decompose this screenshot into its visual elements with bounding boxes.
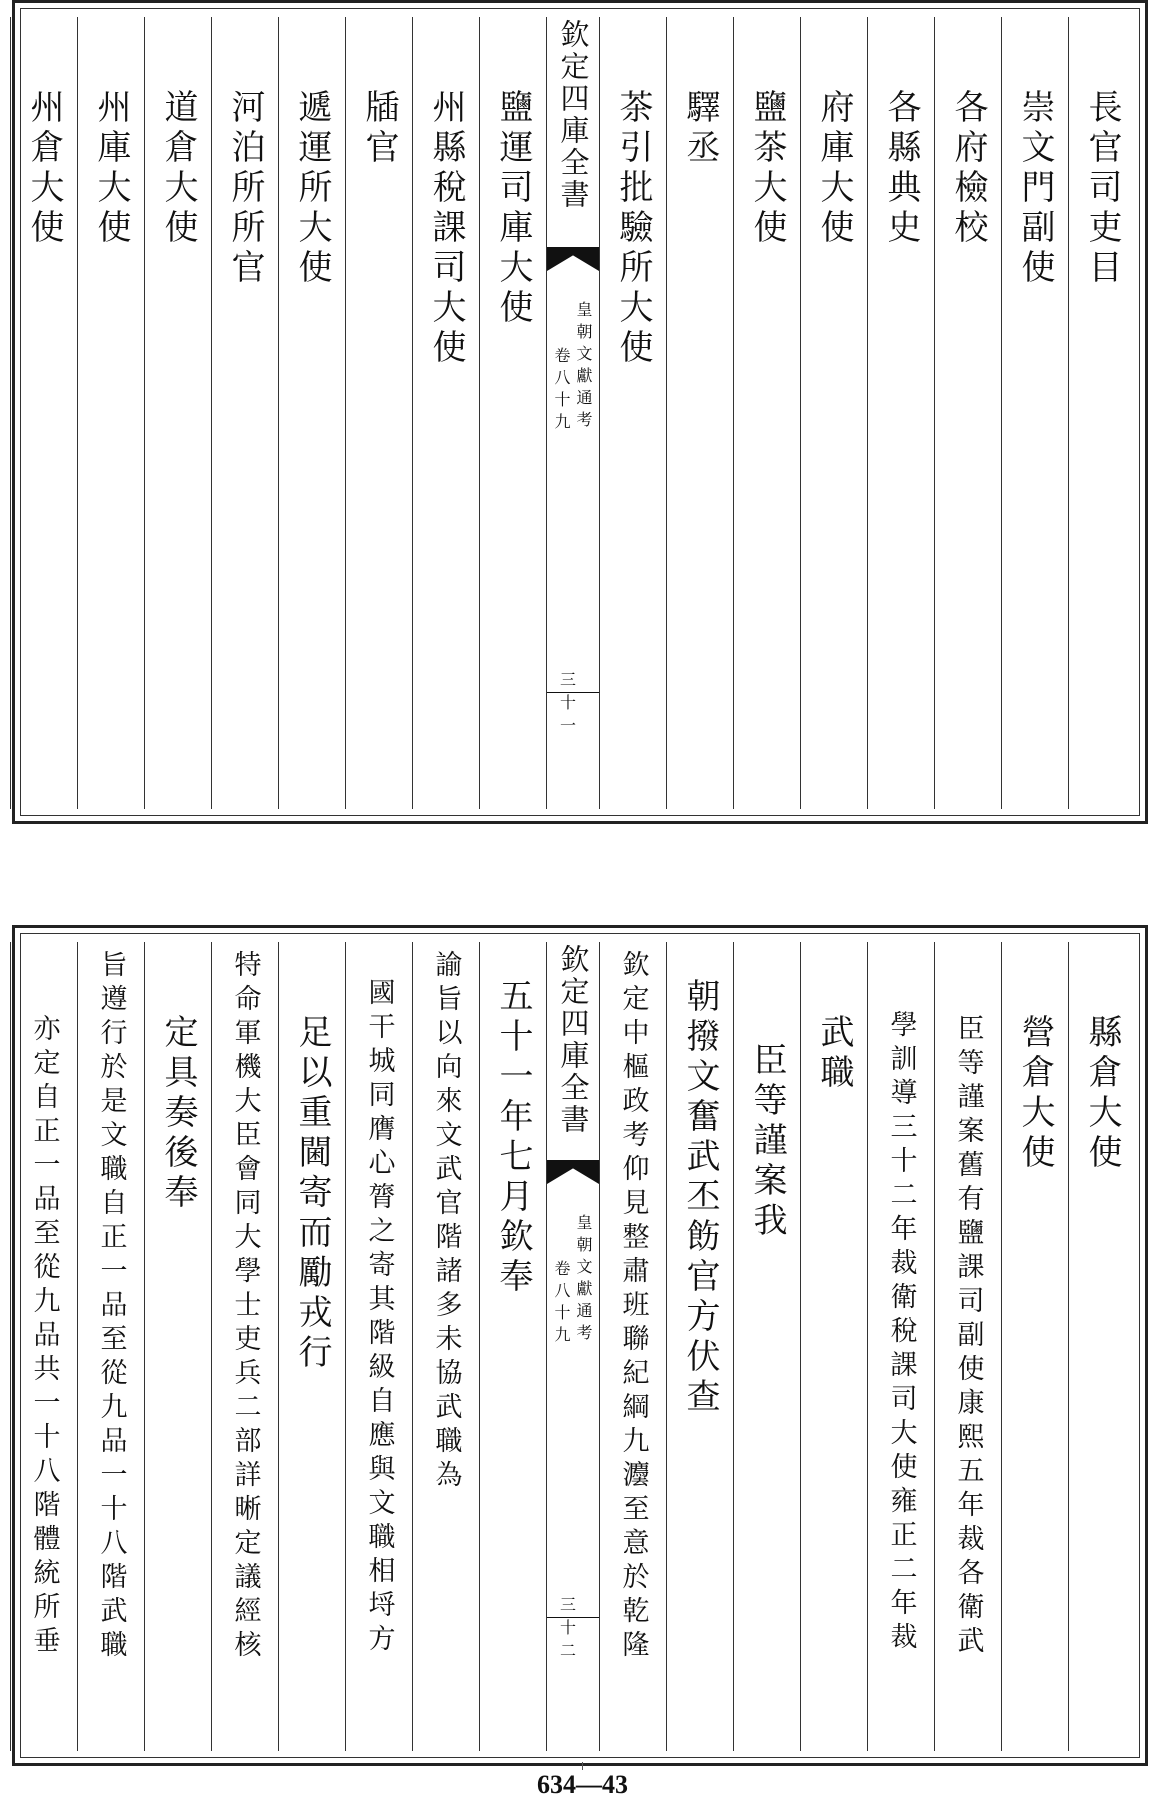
text-column [278, 942, 345, 1751]
column-text: 牐官 [359, 89, 399, 169]
column-text: 驛丞 [680, 89, 720, 169]
text-column [934, 17, 1001, 809]
text-column [211, 17, 278, 809]
fish-tail-mark [547, 1160, 599, 1184]
column-text: 河泊所所官 [225, 89, 265, 289]
text-column [1068, 17, 1135, 809]
fish-tail-mark [547, 247, 599, 271]
text-column [412, 17, 479, 809]
column-text: 鹽茶大使 [747, 89, 787, 249]
text-column [733, 17, 800, 809]
column-text: 府庫大使 [814, 89, 854, 249]
column-text: 各府檢校 [948, 89, 988, 249]
book-title: 欽定四庫全書 [556, 944, 591, 1136]
book-title: 欽定四庫全書 [556, 19, 591, 211]
text-column [479, 942, 546, 1751]
column-text: 旨遵行於是文職自正一品至從九品一十八階武職 [95, 950, 127, 1664]
column-text: 崇文門副使 [1015, 89, 1055, 289]
column-text: 遞運所大使 [292, 89, 332, 289]
text-column [599, 17, 666, 809]
text-column [77, 942, 144, 1751]
column-text: 朝撥文奮武丕飭官方伏查 [680, 978, 720, 1418]
text-column [800, 17, 867, 809]
text-column [1001, 942, 1068, 1751]
top-page-frame [12, 0, 1148, 824]
top-page-columns [25, 17, 1135, 809]
margin-column [0, 17, 10, 809]
volume-number: 卷八十九 [552, 347, 571, 435]
column-text: 州庫大使 [91, 89, 131, 249]
footer-tick-mark [582, 1762, 583, 1770]
bottom-page-columns [25, 942, 1135, 1751]
text-column [666, 942, 733, 1751]
column-text: 武職 [814, 1014, 854, 1094]
footer-page-number: 634—43 [537, 1770, 628, 1799]
text-column [867, 17, 934, 809]
text-column [733, 942, 800, 1751]
column-text: 茶引批驗所大使 [613, 89, 653, 369]
text-column [144, 942, 211, 1751]
text-column [1068, 942, 1135, 1751]
text-column [211, 942, 278, 1751]
bottom-page-frame [12, 925, 1148, 1766]
column-text: 臣等謹案舊有鹽課司副使康熙五年裁各衛武 [952, 1014, 984, 1660]
fold-rule [547, 692, 599, 693]
column-text: 臣等謹案我 [747, 1042, 787, 1242]
text-column [10, 17, 77, 809]
fold-rule [547, 1617, 599, 1618]
column-text: 足以重閫寄而勵戎行 [292, 1014, 332, 1374]
column-text: 各縣典史 [881, 89, 921, 249]
text-column [934, 942, 1001, 1751]
margin-column [0, 942, 10, 1751]
column-text: 五十一年七月欽奉 [493, 978, 533, 1298]
column-text: 州縣稅課司大使 [426, 89, 466, 369]
column-text: 長官司吏目 [1082, 89, 1122, 289]
text-column [479, 17, 546, 809]
column-text: 鹽運司庫大使 [493, 89, 533, 329]
column-text: 特命軍機大臣會同大學士吏兵二部詳晰定議經核 [229, 950, 261, 1664]
column-text: 學訓導三十二年裁衛稅課司大使雍正二年裁 [885, 1010, 917, 1656]
text-column [144, 17, 211, 809]
text-column [10, 942, 77, 1751]
page-number-label: 三十二 [560, 1595, 577, 1660]
column-text: 州倉大使 [24, 89, 64, 249]
center-fold-column [546, 942, 599, 1751]
column-text: 諭旨以向來文武官階諸多未協武職為 [430, 950, 462, 1494]
text-column [599, 942, 666, 1751]
text-column [800, 942, 867, 1751]
text-column [412, 942, 479, 1751]
column-text: 欽定中樞政考仰見整肅班聯紀綱九灋至意於乾隆 [617, 950, 649, 1664]
volume-number: 卷八十九 [552, 1260, 571, 1348]
text-column [278, 17, 345, 809]
source-title: 皇朝文獻通考 [574, 1214, 593, 1346]
column-text: 亦定自正一品至從九品共一十八階體統所垂 [28, 1014, 60, 1660]
text-column [1001, 17, 1068, 809]
text-column [666, 17, 733, 809]
text-column [345, 17, 412, 809]
page-number-label: 三十一 [560, 670, 577, 735]
column-text: 縣倉大使 [1082, 1014, 1122, 1174]
text-column [867, 942, 934, 1751]
center-fold-column [546, 17, 599, 809]
column-text: 營倉大使 [1015, 1014, 1055, 1174]
source-title: 皇朝文獻通考 [574, 301, 593, 433]
column-text: 國干城同膺心膂之寄其階級自應與文職相埒方 [363, 978, 395, 1658]
column-text: 定具奏後奉 [158, 1014, 198, 1214]
column-text: 道倉大使 [158, 89, 198, 249]
text-column [345, 942, 412, 1751]
text-column [77, 17, 144, 809]
